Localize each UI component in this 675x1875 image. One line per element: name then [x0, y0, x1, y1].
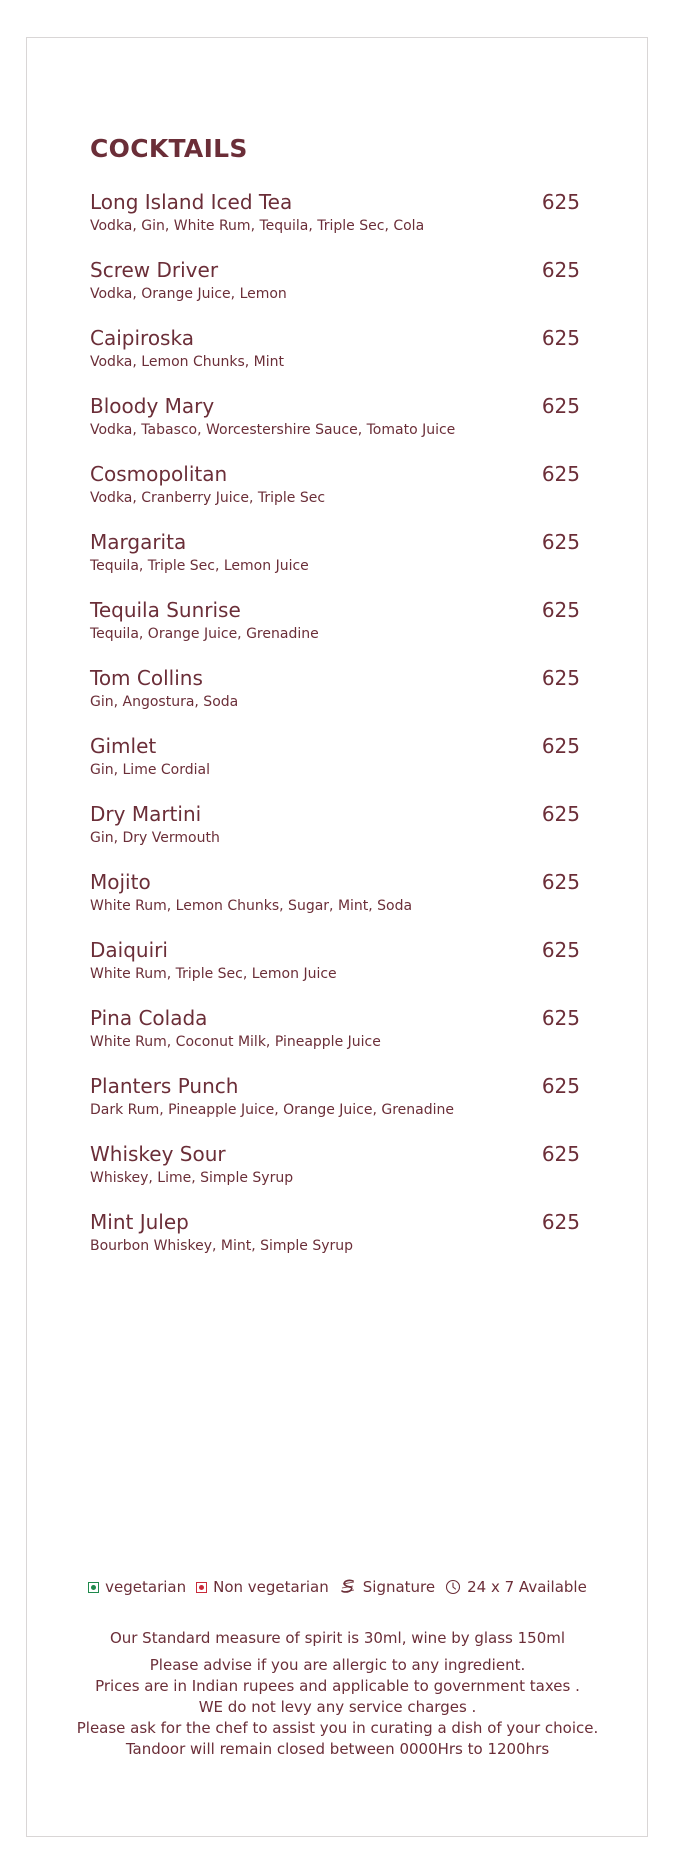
item-description: White Rum, Lemon Chunks, Sugar, Mint, Soda	[90, 898, 413, 914]
footer-note: Prices are in Indian rupees and applicable to government taxes .	[95, 1677, 580, 1695]
item-name: Tom Collins	[90, 666, 203, 690]
dietary-legend	[0, 1578, 675, 1596]
non-veg-icon	[196, 1582, 207, 1593]
footer-note: Please ask for the chef to assist you in curating a dish of your choice.	[76, 1719, 599, 1737]
item-name: Tequila Sunrise	[90, 598, 241, 622]
clock-icon	[445, 1579, 461, 1595]
menu-item	[90, 258, 580, 326]
item-price: 625	[541, 666, 580, 690]
menu-item	[90, 1210, 580, 1278]
item-description: Tequila, Triple Sec, Lemon Juice	[90, 558, 309, 574]
menu-item	[90, 530, 580, 598]
legend-non-vegetarian	[196, 1578, 329, 1596]
item-name: Long Island Iced Tea	[90, 190, 293, 214]
item-price: 625	[541, 870, 580, 894]
item-price: 625	[541, 530, 580, 554]
item-description: White Rum, Coconut Milk, Pineapple Juice	[90, 1034, 381, 1050]
menu-item	[90, 326, 580, 394]
item-name: Mint Julep	[90, 1210, 189, 1234]
item-name: Whiskey Sour	[90, 1142, 226, 1166]
item-name: Gimlet	[90, 734, 157, 758]
item-description: Gin, Lime Cordial	[90, 762, 210, 778]
footer-note: Please advise if you are allergic to any ingredient.	[149, 1656, 526, 1674]
item-description: Vodka, Cranberry Juice, Triple Sec	[90, 490, 326, 506]
item-price: 625	[541, 326, 580, 350]
legend-available-label: 24 x 7 Available	[467, 1578, 587, 1596]
item-name: Planters Punch	[90, 1074, 239, 1098]
menu-item	[90, 190, 580, 258]
menu-item	[90, 1006, 580, 1074]
item-name: Pina Colada	[90, 1006, 208, 1030]
item-description: Tequila, Orange Juice, Grenadine	[90, 626, 319, 642]
item-description: Gin, Dry Vermouth	[90, 830, 220, 846]
menu-item	[90, 734, 580, 802]
spirit-measure-note: Our Standard measure of spirit is 30ml, wine by glass 150ml	[109, 1629, 566, 1647]
item-description: Vodka, Gin, White Rum, Tequila, Triple Sec, Cola	[90, 218, 425, 234]
item-description: White Rum, Triple Sec, Lemon Juice	[90, 966, 337, 982]
item-price: 625	[541, 802, 580, 826]
item-name: Dry Martini	[90, 802, 202, 826]
menu-item	[90, 598, 580, 666]
item-description: Vodka, Lemon Chunks, Mint	[90, 354, 285, 370]
item-price: 625	[541, 1142, 580, 1166]
footer-notes	[0, 1655, 675, 1760]
item-description: Dark Rum, Pineapple Juice, Orange Juice, Grenadine	[90, 1102, 455, 1118]
item-name: Daiquiri	[90, 938, 168, 962]
menu-item	[90, 394, 580, 462]
item-name: Caipiroska	[90, 326, 194, 350]
item-description: Vodka, Tabasco, Worcestershire Sauce, Tomato Juice	[90, 422, 456, 438]
item-name: Margarita	[90, 530, 187, 554]
item-name: Screw Driver	[90, 258, 219, 282]
menu-item	[90, 1142, 580, 1210]
footer-note: WE do not levy any service charges .	[198, 1698, 477, 1716]
item-price: 625	[541, 598, 580, 622]
section-title: COCKTAILS	[90, 134, 248, 163]
menu-items-list	[90, 190, 580, 1278]
item-price: 625	[541, 394, 580, 418]
item-price: 625	[541, 1006, 580, 1030]
item-price: 625	[541, 734, 580, 758]
item-description: Vodka, Orange Juice, Lemon	[90, 286, 287, 302]
legend-vegetarian-label: vegetarian	[105, 1578, 187, 1596]
item-description: Gin, Angostura, Soda	[90, 694, 239, 710]
menu-item	[90, 462, 580, 530]
legend-signature-label: Signature	[362, 1578, 436, 1596]
item-price: 625	[541, 462, 580, 486]
item-name: Bloody Mary	[90, 394, 215, 418]
menu-item	[90, 802, 580, 870]
legend-available	[445, 1578, 587, 1596]
menu-item	[90, 870, 580, 938]
legend-signature	[339, 1578, 435, 1596]
veg-icon	[88, 1582, 99, 1593]
menu-item	[90, 666, 580, 734]
item-price: 625	[541, 938, 580, 962]
item-price: 625	[541, 258, 580, 282]
footer-note: Tandoor will remain closed between 0000Hrs to 1200hrs	[125, 1740, 550, 1758]
item-name: Cosmopolitan	[90, 462, 228, 486]
item-price: 625	[541, 1210, 580, 1234]
signature-icon	[339, 1578, 357, 1596]
item-price: 625	[541, 1074, 580, 1098]
item-description: Whiskey, Lime, Simple Syrup	[90, 1170, 294, 1186]
menu-item	[90, 938, 580, 1006]
legend-vegetarian	[88, 1578, 186, 1596]
menu-item	[90, 1074, 580, 1142]
item-description: Bourbon Whiskey, Mint, Simple Syrup	[90, 1238, 354, 1254]
item-price: 625	[541, 190, 580, 214]
legend-non-vegetarian-label: Non vegetarian	[213, 1578, 329, 1596]
item-name: Mojito	[90, 870, 151, 894]
